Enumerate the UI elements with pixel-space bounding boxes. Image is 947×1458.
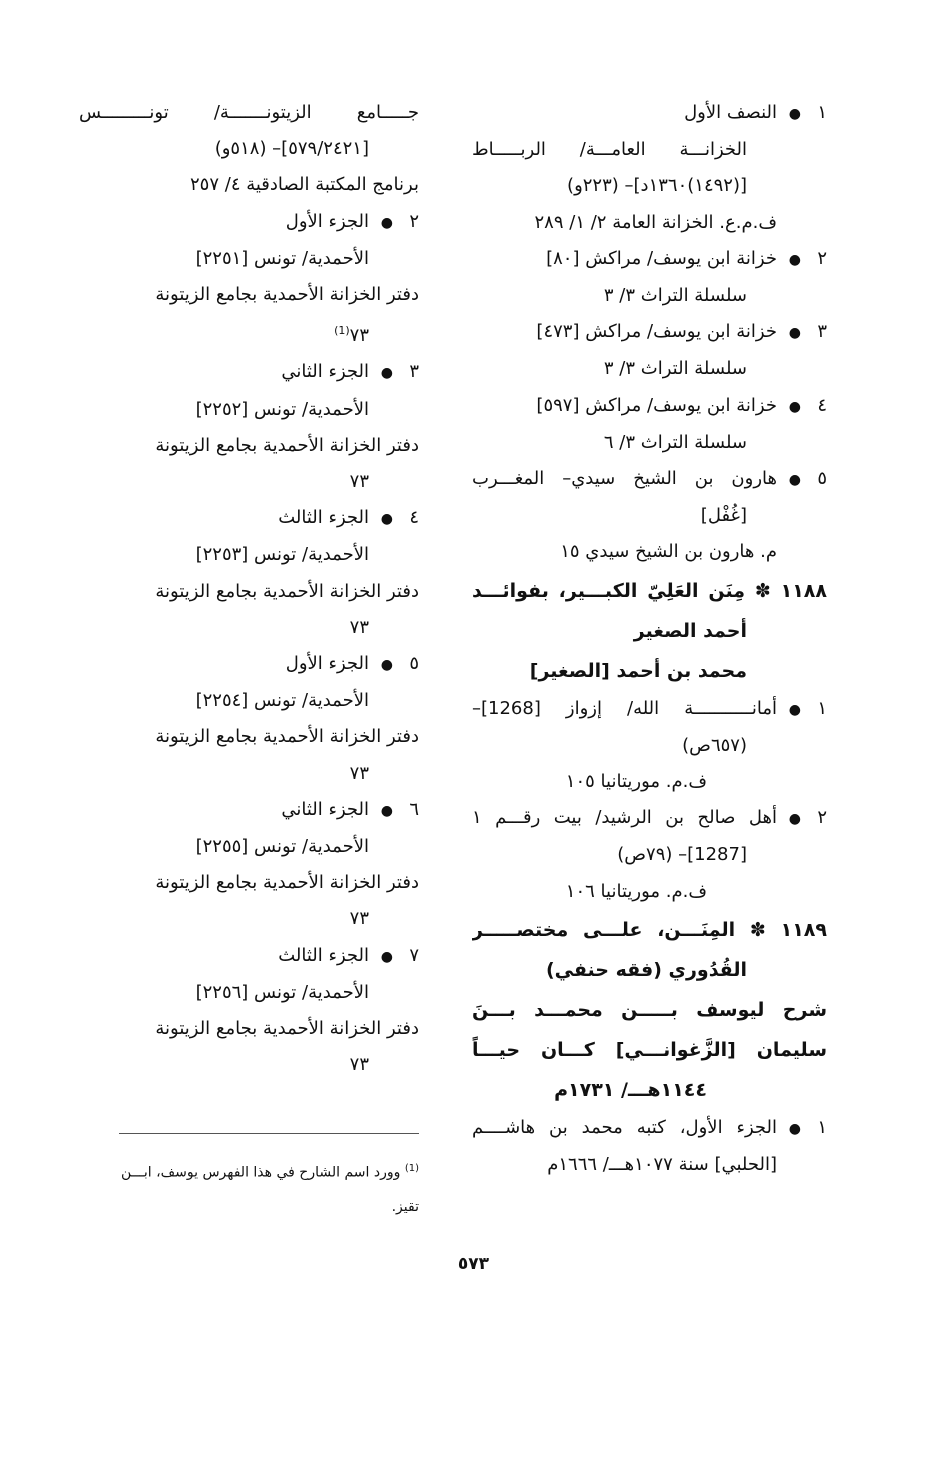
left-column-line [79, 646, 419, 683]
bullet-icon: ● [788, 106, 801, 122]
right-column-line [472, 950, 827, 990]
right-column-line [472, 241, 827, 278]
line-text: ف.م. موريتانيا ١٠٥ [565, 771, 707, 793]
line-text: سلسلة التراث ٣/ ٦ [603, 431, 747, 453]
line-text: الجزء الثاني [281, 361, 369, 383]
left-column-line [79, 464, 419, 500]
line-text: الجزء الثالث [278, 944, 369, 966]
footnote-separator [119, 1133, 419, 1134]
right-column-line [472, 1070, 827, 1110]
left-column-line [79, 537, 419, 573]
left-column-line [79, 865, 419, 901]
left-column-line [79, 313, 419, 354]
left-column-line [79, 792, 419, 829]
line-text: ٧٣ [349, 471, 369, 493]
line-text: [(١٤٩٢)١٣٦٠د]– (٢٢٣و) [567, 175, 747, 197]
bullet-icon: ● [788, 398, 801, 415]
line-text: القُدُوري (فقه حنفي) [545, 958, 747, 981]
right-column-line [472, 651, 827, 691]
footnote-line-1: وورد اسم الشارح في هذا الفهرس يوسف، ابـــن [120, 1164, 401, 1181]
right-column-line [472, 314, 827, 351]
line-text: الجزء الثالث [278, 507, 369, 529]
right-column-line [472, 132, 827, 168]
line-text: سليمان [الزَّغوانـــي] كـــان حيـــاً [472, 1038, 827, 1061]
left-column [79, 95, 419, 1083]
line-text: دفتر الخزانة الأحمدية بجامع الزيتونة [155, 434, 419, 456]
item-number: ٢ [409, 210, 419, 232]
left-column-line [79, 277, 419, 313]
bullet-icon: ● [788, 811, 801, 828]
item-number: ٢ [817, 247, 827, 269]
right-column-line [472, 1147, 827, 1183]
bullet-icon: ● [380, 214, 393, 231]
item-number: ١ [817, 102, 827, 123]
right-column-line [472, 351, 827, 387]
left-column-line [79, 901, 419, 937]
line-text: دفتر الخزانة الأحمدية بجامع الزيتونة [155, 580, 419, 602]
left-column-line [79, 610, 419, 646]
right-column-line [472, 910, 827, 950]
page-number: ٥٧٣ [457, 1254, 490, 1274]
bullet-icon: ● [380, 802, 393, 819]
line-text: الجزء الثاني [281, 798, 369, 820]
item-number: ٤ [409, 507, 419, 529]
line-text: أهل صالح بن الرشيد/ بيت رقـــم ١ [472, 807, 777, 829]
item-number: ٤ [817, 394, 827, 416]
line-text: [1287]– (٧٩ص) [617, 844, 747, 866]
item-number: ٧ [409, 944, 419, 966]
line-text: ١١٨٩ ✽ المِنَـــن، علـــى مختصـــــر [472, 918, 827, 941]
item-number: ٥ [409, 653, 419, 675]
right-column-line [472, 571, 827, 611]
line-text: ٧٣ [349, 908, 369, 930]
right-column-line [472, 534, 827, 570]
left-column-line [79, 204, 419, 241]
left-column-line [79, 241, 419, 277]
right-column-line [472, 205, 827, 241]
left-column-line [79, 719, 419, 755]
line-text: الأحمدية/ تونس [٢٢٥٤] [195, 690, 369, 712]
left-column-line [79, 354, 419, 391]
line-text: دفتر الخزانة الأحمدية بجامع الزيتونة [155, 872, 419, 894]
left-column-line [79, 131, 419, 167]
line-text: ٧٣ [349, 325, 369, 347]
line-text: شرح ليوسف بـــــن محمـــد بـــنَ [472, 998, 827, 1021]
line-text: دفتر الخزانة الأحمدية بجامع الزيتونة [155, 284, 419, 306]
left-column-line [79, 95, 419, 131]
item-number: ٥ [817, 468, 827, 490]
line-text: خزانة ابن يوسف/ مراكش [٥٩٧] [536, 394, 777, 416]
footnote-marker: (1) [404, 1163, 419, 1174]
line-text: الخزانـــة العامـــة/ الربـــــاط [472, 139, 747, 161]
left-column-line [79, 1047, 419, 1083]
item-number: ٢ [817, 807, 827, 829]
line-text: الجزء الأول [285, 210, 369, 232]
line-text: أحمد الصغير [633, 619, 747, 642]
line-text: أمانـــــــــــة الله/ إزواز [1268]– [472, 697, 777, 719]
line-text: خزانة ابن يوسف/ مراكش [٨٠] [546, 247, 777, 269]
line-text: دفتر الخزانة الأحمدية بجامع الزيتونة [155, 726, 419, 748]
left-column-line [79, 574, 419, 610]
left-column-line [79, 683, 419, 719]
right-column-line [472, 1030, 827, 1070]
footnote-reference: (1) [334, 324, 350, 338]
line-text: ٧٣ [349, 1054, 369, 1076]
bullet-icon: ● [380, 948, 393, 965]
item-number: ٦ [409, 798, 419, 820]
left-column-line [79, 167, 419, 203]
item-number: ١ [817, 1116, 827, 1138]
line-text: ١١٤٤هـــ/ ١٧٣١م [554, 1078, 707, 1101]
left-column-line [79, 756, 419, 792]
line-text: برنامج المكتبة الصادقية ٤/ ٢٥٧ [190, 174, 419, 196]
left-column-line [79, 392, 419, 428]
line-text: ١١٨٨ ✽ مِنَن العَلِيّ الكبـــير، بفوائـــد [472, 579, 827, 602]
line-text: محمد بن أحمد [الصغير] [529, 659, 747, 682]
right-column-line [472, 728, 827, 764]
left-column-line [79, 938, 419, 975]
line-text: الأحمدية/ تونس [٢٢٥٣] [195, 544, 369, 566]
line-text: الأحمدية/ تونس [٢٢٥٥] [195, 836, 369, 858]
line-text: ف.م.ع. الخزانة العامة ٢/ ١/ ٢٨٩ [534, 211, 777, 233]
right-column-line [472, 837, 827, 873]
bullet-icon: ● [380, 365, 393, 382]
line-text: دفتر الخزانة الأحمدية بجامع الزيتونة [155, 1018, 419, 1040]
footnote [99, 1152, 419, 1224]
bullet-icon: ● [788, 325, 801, 342]
right-column-line [472, 388, 827, 425]
line-text: الأحمدية/ تونس [٢٢٥٦] [195, 981, 369, 1003]
line-text: الجزء الأول [285, 653, 369, 675]
right-column-line [472, 800, 827, 837]
line-text: خزانة ابن يوسف/ مراكش [٤٧٣] [536, 321, 777, 343]
bullet-icon: ● [788, 251, 801, 268]
line-text: النصف الأول [684, 102, 777, 123]
right-column-line [472, 425, 827, 461]
line-text: جـــــامع الزيتونـــــــة/ تونـــــــــس [79, 102, 419, 123]
line-text: م. هارون بن الشيخ سيدي ١٥ [560, 541, 777, 563]
left-column-line [79, 428, 419, 464]
line-text: ف.م. موريتانيا ١٠٦ [565, 880, 707, 902]
right-column-line [472, 498, 827, 534]
left-column-line [79, 975, 419, 1011]
line-text: سلسلة التراث ٣/ ٣ [603, 358, 747, 380]
line-text: (٦٥٧ص) [682, 734, 747, 756]
bullet-icon: ● [788, 472, 801, 489]
right-column-line [472, 691, 827, 728]
bullet-icon: ● [380, 657, 393, 674]
line-text: [غُفْل] [700, 505, 747, 527]
right-column-line [472, 990, 827, 1030]
line-text: [الحلبي] سنة ١٠٧٧هـــ/ ١٦٦٦م [547, 1154, 777, 1176]
footnote-line-2: تقيز. [391, 1198, 419, 1215]
right-column-line [472, 461, 827, 498]
right-column [472, 95, 827, 1183]
line-text: ٧٣ [349, 616, 369, 638]
right-column-line [472, 95, 827, 132]
right-column-line [472, 1110, 827, 1147]
left-column-line [79, 500, 419, 537]
line-text: هارون بن الشيخ سيدي– المغـــرب [472, 468, 777, 490]
right-column-line [472, 168, 827, 204]
bullet-icon: ● [788, 1120, 801, 1137]
bullet-icon: ● [380, 511, 393, 528]
item-number: ٣ [817, 321, 827, 343]
item-number: ٣ [409, 361, 419, 383]
right-column-line [472, 874, 827, 910]
right-column-line [472, 278, 827, 314]
line-text: الأحمدية/ تونس [٢٢٥٢] [195, 398, 369, 420]
left-column-line [79, 829, 419, 865]
line-text: الجزء الأول، كتبه محمد بن هاشــــم [472, 1116, 777, 1138]
item-number: ١ [817, 697, 827, 719]
line-text: سلسلة التراث ٣/ ٣ [603, 285, 747, 307]
line-text: ٧٣ [349, 762, 369, 784]
line-text: [٥٧٩/٢٤٢١]– (٥١٨و) [214, 138, 369, 160]
bullet-icon: ● [788, 701, 801, 718]
line-text: الأحمدية/ تونس [٢٢٥١] [195, 247, 369, 269]
right-column-line [472, 764, 827, 800]
left-column-line [79, 1011, 419, 1047]
right-column-line [472, 611, 827, 651]
